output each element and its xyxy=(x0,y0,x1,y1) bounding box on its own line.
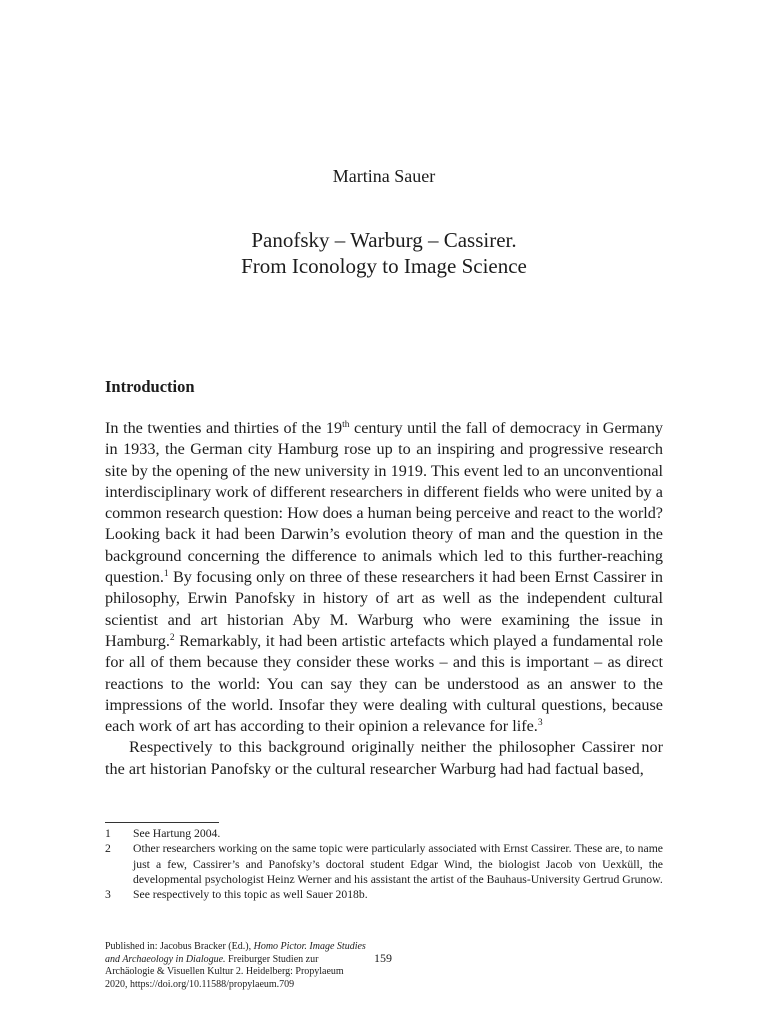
footnote-divider xyxy=(105,822,219,823)
footnote-ref-1[interactable]: 1 xyxy=(163,569,169,580)
title-line-2: From Iconology to Image Science xyxy=(241,254,527,278)
author-name: Martina Sauer xyxy=(332,166,436,186)
footnote-text: See respectively to this topic as well Sauer 2018b. xyxy=(133,888,368,902)
paragraph-1-part-b: century until the fall of democracy in Germany in 1933, the German city Hamburg rose up to an inspiring and progressive research site by the opening of the new university in 1919. This event led to an unconventional interdisciplinary work of different researchers in different fields who were united by a common research question: How does a human being perceive and react to the world? Looking back it had been Darwin’s evolution theory of man and the question in the background concerning the difference to animals which led to this further-reaching question. xyxy=(105,419,664,587)
footnote-number: 3 xyxy=(105,888,111,902)
footnote-1 xyxy=(105,826,663,841)
body-text xyxy=(105,418,663,780)
paragraph-1-part-d: Remarkably, it had been artistic artefacts which played a fundamental role for all of them because they consider these works – and this is important – as direct reactions to the world: You can say they can be understood as an answer to the impressions of the world. Insofar they were dealing with cultural questions, because each work of art has according to their opinion a relevance for life. xyxy=(105,631,663,736)
title-line-1: Panofsky – Warburg – Cassirer. xyxy=(251,228,517,252)
footnote-ref-3[interactable]: 3 xyxy=(537,718,543,729)
footnote-number: 2 xyxy=(105,842,111,856)
paragraph-1 xyxy=(105,418,663,737)
footnote-text: Other researchers working on the same topic were particularly associated with Ernst Cassirer. These are, to name just a few, Cassirer’s and Panofsky’s doctoral student Edgar Wind, the biologist Jacob von Uexküll, the developmental psychologist Heinz Werner and his assistant the artist of the Bauhaus-University Gertrud Grunow. xyxy=(133,842,663,886)
paragraph-2: Respectively to this background originally neither the philosopher Cassirer nor the art historian Panofsky or the cultural researcher Warburg had had factual based, xyxy=(105,738,663,778)
footnotes xyxy=(105,826,663,902)
book-title: Homo Pictor. Image Studies and Archaeology in Dialogue. xyxy=(105,941,366,965)
footnote-2 xyxy=(105,841,663,887)
footnote-3 xyxy=(105,887,663,902)
footnote-number: 1 xyxy=(105,827,111,840)
footnote-text: See Hartung 2004. xyxy=(133,827,221,840)
publication-prefix: Published in: Jacobus Bracker (Ed.), xyxy=(105,941,254,952)
paragraph-1-part-a: In the twenties and thirties of the 19 xyxy=(105,419,343,437)
footnote-ref-2[interactable]: 2 xyxy=(169,632,175,643)
ordinal-superscript: th xyxy=(342,420,350,430)
article-title xyxy=(0,227,768,279)
publication-info xyxy=(105,941,367,991)
paragraph-1-part-c: By focusing only on three of these researchers it had been Ernst Cassirer in philosophy, Erwin Panofsky in history of art as well as the independent cultural scientist and art historian Aby M. Warburg who were examining the issue in Hamburg. xyxy=(105,568,663,650)
section-heading-introduction: Introduction xyxy=(105,377,195,396)
publication-suffix: Freiburger Studien zur Archäologie & Visuellen Kultur 2. Heidelberg: Propylaeum 2020, https://doi.org/10.11588/propylaeum.709 xyxy=(105,953,344,990)
page-number: 159 xyxy=(374,951,392,965)
